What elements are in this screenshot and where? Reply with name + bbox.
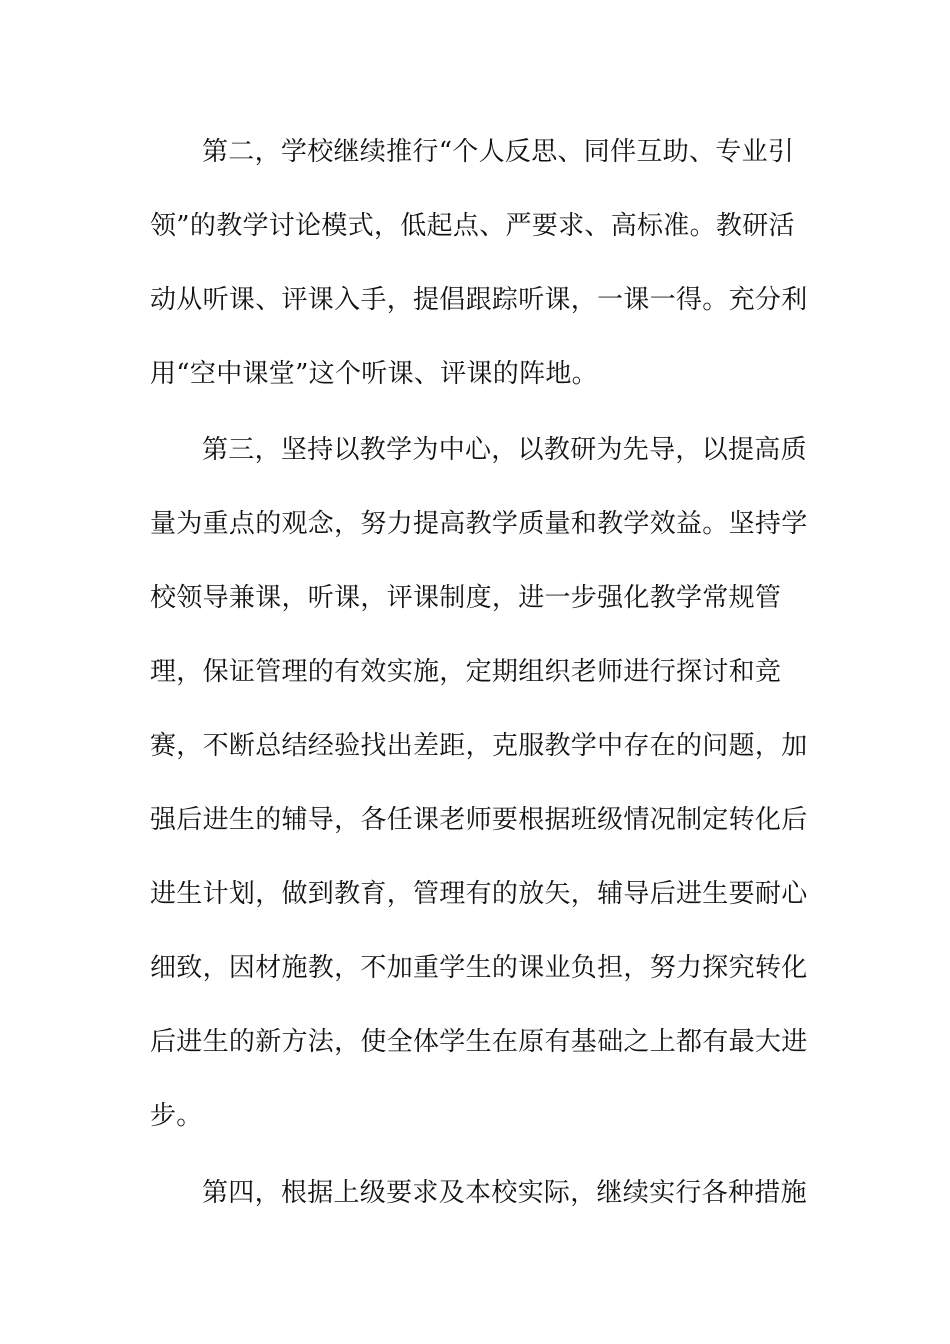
paragraph-line: 理，保证管理的有效实施，定期组织老师进行探讨和竞 [150, 657, 782, 687]
paragraph-line: 量为重点的观念，努力提高教学质量和教学效益。坚持学 [150, 509, 808, 539]
paragraph-line: 赛，不断总结经验找出差距，克服教学中存在的问题，加 [150, 731, 808, 761]
paragraph-line: 强后进生的辅导，各任课老师要根据班级情况制定转化后 [150, 805, 808, 835]
paragraph-line: 用“空中课堂”这个听课、评课的阵地。 [150, 359, 598, 389]
paragraph-line: 进生计划，做到教育，管理有的放矢，辅导后进生要耐心 [150, 879, 808, 909]
paragraph-line: 细致，因材施教，不加重学生的课业负担，努力探究转化 [150, 953, 808, 983]
paragraph-line: 步。 [150, 1101, 203, 1131]
paragraph-line: 动从听课、评课入手，提倡跟踪听课，一课一得。充分利 [150, 285, 808, 315]
paragraph-line: 第三，坚持以教学为中心，以教研为先导，以提高质 [202, 435, 807, 465]
paragraph-line: 第四，根据上级要求及本校实际，继续实行各种措施 [202, 1178, 807, 1208]
paragraph-line: 校领导兼课，听课，评课制度，进一步强化教学常规管 [150, 583, 782, 613]
paragraph-line: 领”的教学讨论模式，低起点、严要求、高标准。教研活 [150, 211, 795, 241]
paragraph-line: 后进生的新方法，使全体学生在原有基础之上都有最大进 [150, 1027, 808, 1057]
paragraph-line: 第二，学校继续推行“个人反思、同伴互助、专业引 [202, 137, 795, 167]
